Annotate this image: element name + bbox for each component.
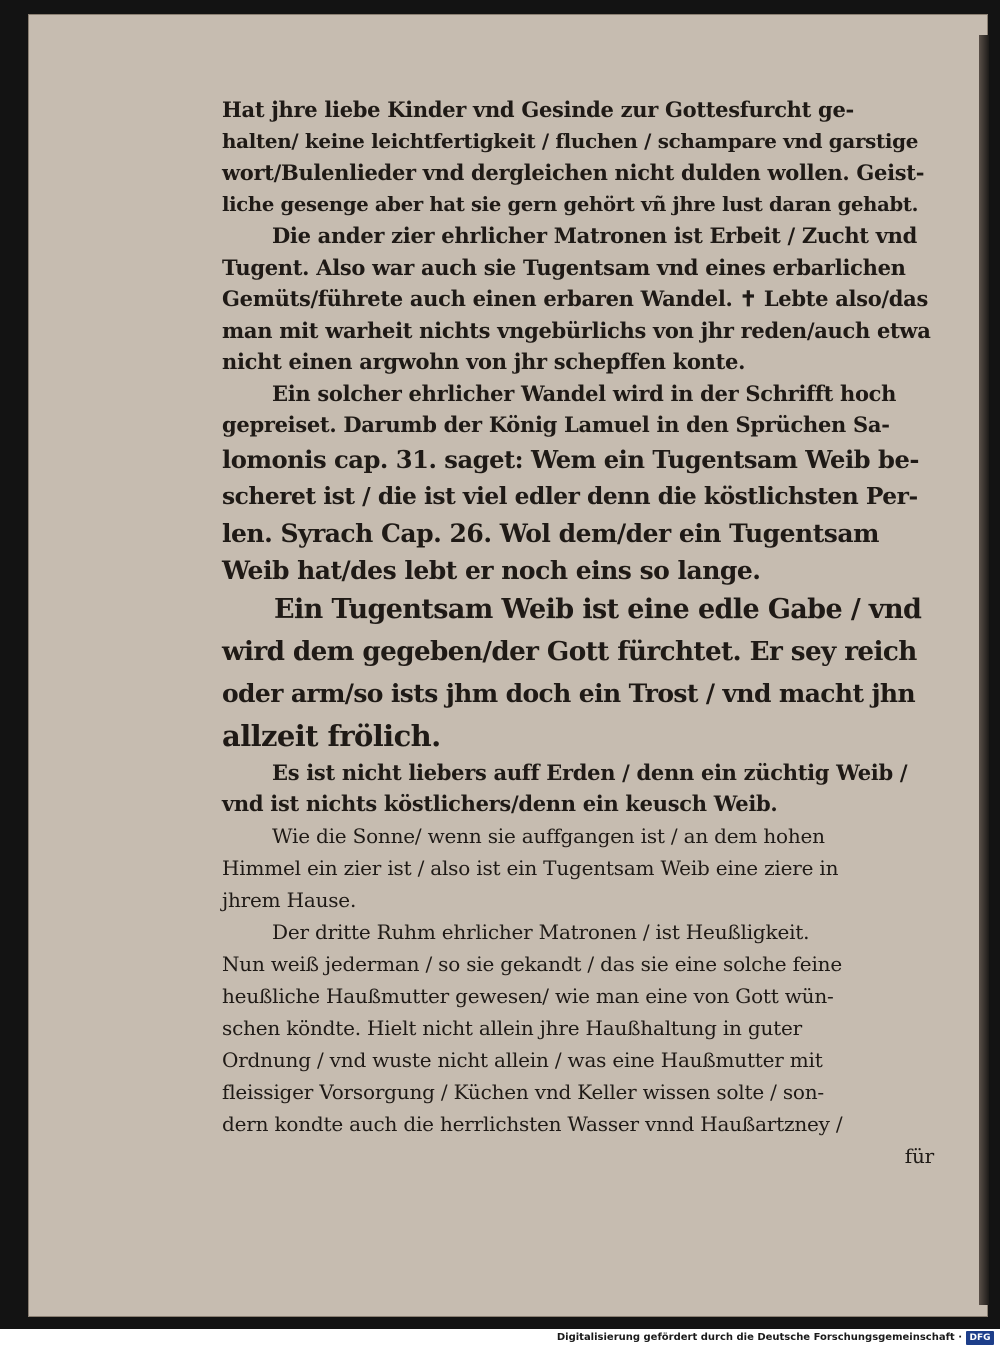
text-line: vnd ist nichts köstlichers/denn ein keusch Weib. (222, 791, 778, 816)
footer-bar (0, 1329, 1000, 1348)
text-line: Wie die Sonne/ wenn sie auffgangen ist / an dem hohen (272, 823, 825, 848)
text-line: Nun weiß jederman / so sie gekandt / das sie eine solche feine (222, 951, 842, 976)
text-line: Ein solcher ehrlicher Wandel wird in der Schrifft hoch (272, 380, 897, 406)
dfg-logo-icon: DFG (966, 1331, 994, 1345)
catchword: für (904, 1143, 934, 1168)
text-line: Weib hat/des lebt er noch eins so lange. (222, 555, 761, 585)
text-line: schen köndte. Hielt nicht allein jhre Haußhaltung in guter (222, 1015, 803, 1040)
text-line: Gemüts/führete auch einen erbaren Wandel. ✝ Lebte also/das (222, 286, 929, 311)
text-line: halten/ keine leichtfertigkeit / fluchen / schampare vnd garstige (222, 128, 919, 153)
text-line: man mit warheit nichts vngebürlichs von jhr reden/auch etwa (222, 317, 931, 343)
text-line: Hat jhre liebe Kinder vnd Gesinde zur Gottesfurcht ge- (222, 97, 854, 122)
text-line: allzeit frölich. (222, 718, 441, 753)
text-line: nicht einen argwohn von jhr schepffen konte. (222, 349, 746, 374)
text-line: jhrem Hause. (222, 887, 357, 912)
text-line: len. Syrach Cap. 26. Wol dem/der ein Tugentsam (222, 518, 879, 548)
page-text (222, 94, 934, 1172)
text-line: Himmel ein zier ist / also ist ein Tugentsam Weib eine ziere in (222, 855, 839, 880)
text-line: Es ist nicht liebers auff Erden / denn ein züchtig Weib / (272, 759, 908, 785)
page-edge (979, 35, 989, 1305)
text-line: Tugent. Also war auch sie Tugentsam vnd eines erbarlichen (222, 254, 906, 280)
text-line: wort/Bulenlieder vnd dergleichen nicht dulden wollen. Geist- (222, 160, 925, 185)
text-line: wird dem gegeben/der Gott fürchtet. Er sey reich (222, 635, 917, 667)
text-line: Die ander zier ehrlicher Matronen ist Erbeit / Zucht vnd (272, 223, 917, 248)
text-line: oder arm/so ists jhm doch ein Trost / vnd macht jhn (222, 678, 916, 708)
text-line: Der dritte Ruhm ehrlicher Matronen / ist Heußligkeit. (272, 919, 810, 944)
text-line: lomonis cap. 31. saget: Wem ein Tugentsam Weib be- (222, 444, 919, 474)
text-line: fleissiger Vorsorgung / Küchen vnd Keller wissen solte / son- (222, 1079, 824, 1104)
text-line: gepreiset. Darumb der König Lamuel in den Sprüchen Sa- (222, 412, 890, 437)
text-line: Ein Tugentsam Weib ist eine edle Gabe / vnd (274, 593, 922, 625)
text-line: Ordnung / vnd wuste nicht allein / was eine Haußmutter mit (222, 1047, 823, 1072)
text-line: dern kondte auch die herrlichsten Wasser vnnd Haußartzney / (222, 1111, 843, 1136)
text-line: liche gesenge aber hat sie gern gehört vñ jhre lust daran gehabt. (222, 192, 919, 216)
text-line: scheret ist / die ist viel edler denn die köstlichsten Per- (222, 481, 918, 510)
text-line: heußliche Haußmutter gewesen/ wie man eine von Gott wün- (222, 983, 834, 1008)
funding-credit: Digitalisierung gefördert durch die Deutsche Forschungsgemeinschaft · (556, 1332, 962, 1343)
